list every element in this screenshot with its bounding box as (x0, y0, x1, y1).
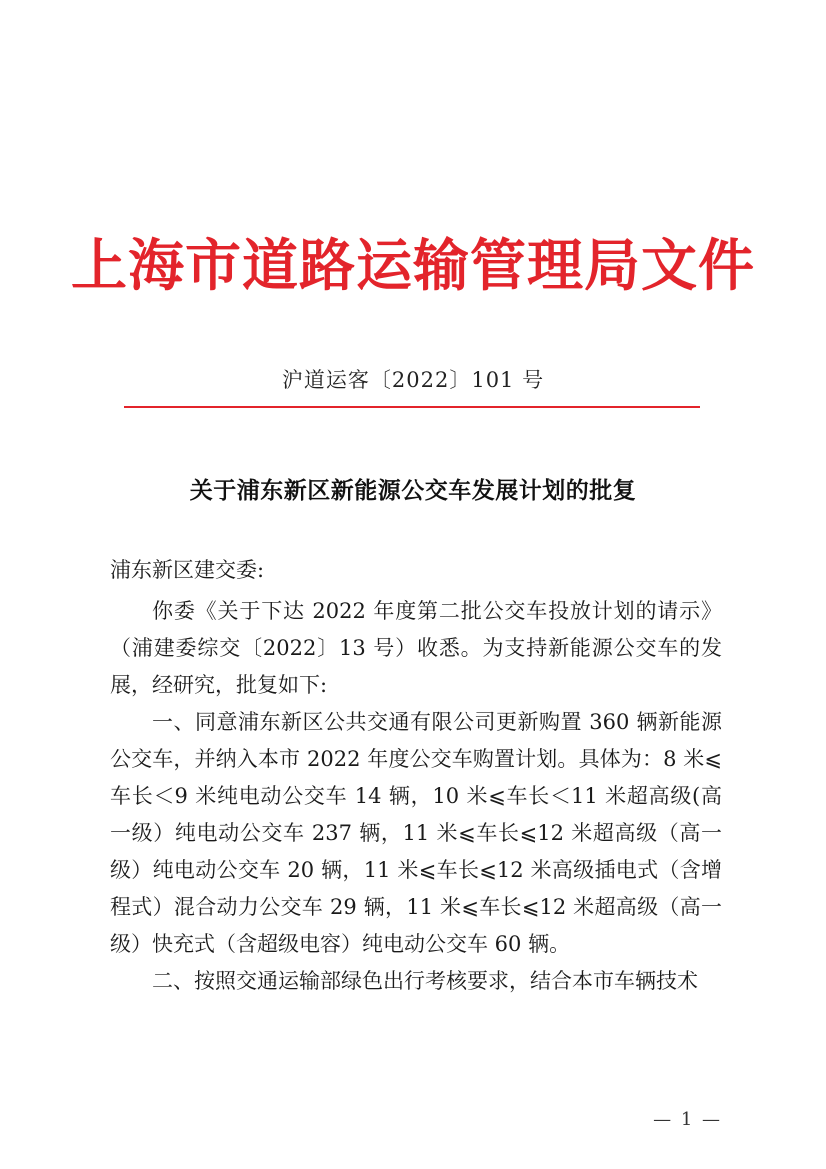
document-body (110, 552, 722, 1000)
document-title: 关于浦东新区新能源公交车发展计划的批复 (189, 477, 637, 504)
body-paragraph: 一、同意浦东新区公共交通有限公司更新购置 360 辆新能源公交车，并纳入本市 2022 年度公交车购置计划。具体为：8 米⩽车长＜9 米纯电动公交车 14 辆，10 米⩽车长＜11 米超高级(高一级）纯电动公交车 237 辆，11 米⩽车长⩽12 米超高级（高一级）纯电动公交车 20 辆，11 米⩽车长⩽12 米高级插电式（含增程式）混合动力公交车 29 辆，11 米⩽车长⩽12 米超高级（高一级）快充式（含超级电容）纯电动公交车 60 辆。 (110, 710, 722, 956)
body-paragraph: 你委《关于下达 2022 年度第二批公交车投放计划的请示》（浦建委综交〔2022〕13 号）收悉。为支持新能源公交车的发展，经研究，批复如下: (110, 599, 722, 697)
salutation: 浦东新区建交委: (110, 558, 265, 582)
document-number: 沪道运客〔2022〕101 号 (281, 368, 545, 392)
red-divider-rule (124, 406, 700, 408)
body-paragraph: 二、按照交通运输部绿色出行考核要求，结合本市车辆技术 (152, 969, 698, 993)
masthead-title: 上海市道路运输管理局文件 (71, 233, 755, 299)
page-number: — 1 — (653, 1109, 722, 1130)
